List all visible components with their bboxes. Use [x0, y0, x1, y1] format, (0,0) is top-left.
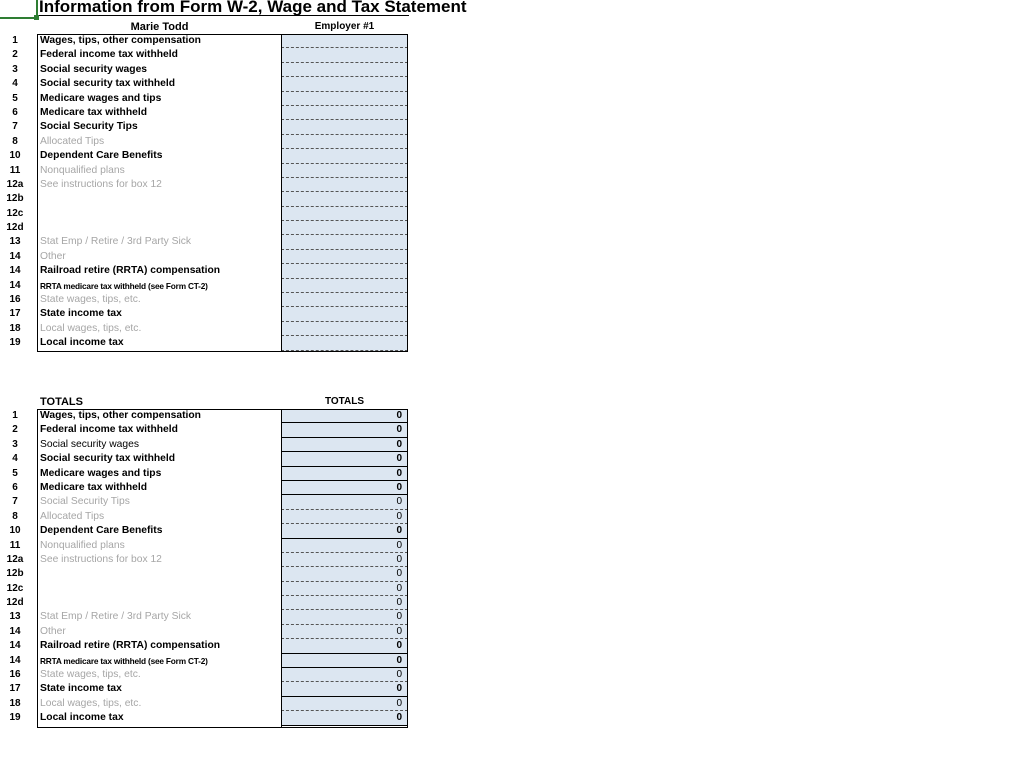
box-number: 14 — [9, 654, 21, 666]
table-row — [0, 582, 420, 596]
total-value: 0 — [396, 683, 402, 695]
total-value: 0 — [396, 697, 402, 709]
employer-input-cell[interactable] — [281, 293, 408, 307]
box-number: 7 — [12, 496, 18, 508]
box-label: Social security tax withheld — [40, 78, 176, 90]
box-number: 19 — [9, 712, 21, 724]
box-label: Local wages, tips, etc. — [40, 322, 142, 334]
box-label: State wages, tips, etc. — [40, 294, 141, 306]
totals-section-header — [0, 394, 420, 409]
table-row — [0, 63, 420, 77]
total-value-cell[interactable] — [281, 682, 408, 696]
table-row — [0, 48, 420, 62]
box-number: 14 — [9, 250, 21, 262]
employer-input-cell[interactable] — [281, 48, 408, 62]
total-value-cell[interactable] — [281, 654, 408, 668]
box-number: 6 — [12, 481, 18, 493]
employer-input-cell[interactable] — [281, 307, 408, 321]
box-number: 13 — [9, 236, 21, 248]
employer-input-cell[interactable] — [281, 178, 408, 192]
employer-input-cell[interactable] — [281, 164, 408, 178]
total-value-cell[interactable] — [281, 452, 408, 466]
table-row — [0, 438, 420, 452]
table-row — [0, 668, 420, 682]
box-number: 11 — [9, 164, 21, 176]
employer-column-header: Employer #1 — [314, 21, 375, 32]
box-number: 6 — [12, 106, 18, 118]
box-label: Other — [40, 250, 66, 262]
box-number: 14 — [9, 625, 21, 637]
employer-input-cell[interactable] — [281, 77, 408, 91]
table-row — [0, 149, 420, 163]
box-label: Federal income tax withheld — [40, 424, 178, 436]
table-row — [0, 92, 420, 106]
total-value: 0 — [396, 712, 402, 724]
total-value: 0 — [396, 669, 402, 681]
totals-section — [0, 394, 420, 726]
box-number: 16 — [9, 669, 21, 681]
box-number: 14 — [9, 279, 21, 291]
total-value-cell[interactable] — [281, 481, 408, 495]
box-label: RRTA medicare tax withheld (see Form CT-2) — [40, 655, 208, 666]
total-value-cell[interactable] — [281, 467, 408, 481]
total-value-cell[interactable] — [281, 697, 408, 711]
box-label: Allocated Tips — [40, 135, 105, 147]
title-underline — [37, 15, 409, 16]
box-number: 18 — [9, 697, 21, 709]
table-row — [0, 307, 420, 321]
box-label: See instructions for box 12 — [40, 178, 162, 190]
box-label: Wages, tips, other compensation — [40, 410, 201, 421]
total-value: 0 — [396, 539, 402, 551]
box-number: 19 — [9, 337, 21, 349]
employer-input-cell[interactable] — [281, 135, 408, 149]
table-row — [0, 524, 420, 538]
employer-input-cell[interactable] — [281, 120, 408, 134]
employer-input-cell[interactable] — [281, 92, 408, 106]
table-row — [0, 207, 420, 221]
table-row — [0, 596, 420, 610]
total-value: 0 — [396, 553, 402, 565]
employer-input-cell[interactable] — [281, 34, 408, 48]
box-number: 1 — [12, 35, 18, 46]
box-number: 5 — [12, 467, 18, 479]
box-number: 14 — [9, 265, 21, 277]
total-value: 0 — [396, 481, 402, 493]
employer-input-cell[interactable] — [281, 221, 408, 235]
table-row — [0, 192, 420, 206]
box-number: 11 — [9, 539, 21, 551]
table-row — [0, 322, 420, 336]
table-row — [0, 264, 420, 278]
box-label: Local income tax — [40, 337, 124, 349]
total-value: 0 — [396, 438, 402, 450]
table-row — [0, 164, 420, 178]
box-label: Medicare wages and tips — [40, 92, 162, 104]
box-label: Stat Emp / Retire / 3rd Party Sick — [40, 611, 192, 623]
box-number: 3 — [12, 63, 18, 75]
table-row — [0, 409, 420, 423]
employer-input-cell[interactable] — [281, 207, 408, 221]
totals-label-header: TOTALS — [40, 396, 83, 408]
employee-name: Marie Todd — [130, 21, 189, 33]
box-label: Medicare wages and tips — [40, 467, 162, 479]
total-value-cell[interactable] — [281, 438, 408, 452]
box-number: 12a — [6, 178, 24, 190]
table-row — [0, 539, 420, 553]
box-label: Allocated Tips — [40, 510, 105, 522]
total-value-cell[interactable] — [281, 639, 408, 653]
total-value: 0 — [396, 611, 402, 623]
box-number: 2 — [12, 424, 18, 436]
table-row — [0, 495, 420, 509]
box-number: 17 — [9, 683, 21, 695]
employee-rows — [0, 34, 420, 351]
total-value: 0 — [396, 467, 402, 479]
table-row — [0, 106, 420, 120]
table-row — [0, 711, 420, 725]
totals-column-header: TOTALS — [324, 396, 365, 407]
table-row — [0, 639, 420, 653]
total-value-cell[interactable] — [281, 625, 408, 639]
employer-input-cell[interactable] — [281, 264, 408, 278]
total-value-cell[interactable] — [281, 510, 408, 524]
employer-input-cell[interactable] — [281, 250, 408, 264]
box-number: 8 — [12, 135, 18, 147]
box-label: Social security tax withheld — [40, 453, 176, 465]
table-row — [0, 682, 420, 696]
box-label: Local wages, tips, etc. — [40, 697, 142, 709]
box-label: Social security wages — [40, 438, 140, 450]
box-number: 18 — [9, 322, 21, 334]
table-row — [0, 120, 420, 134]
box-number: 5 — [12, 92, 18, 104]
total-value-cell[interactable] — [281, 553, 408, 567]
box-number: 1 — [12, 410, 18, 421]
total-value-cell[interactable] — [281, 668, 408, 682]
employee-w2-section — [0, 19, 420, 351]
box-number: 4 — [12, 453, 18, 465]
total-value: 0 — [396, 640, 402, 652]
box-label: State income tax — [40, 683, 122, 695]
table-row — [0, 697, 420, 711]
box-number: 12b — [6, 193, 24, 205]
total-value-cell[interactable] — [281, 423, 408, 437]
table-row — [0, 610, 420, 624]
total-value-cell[interactable] — [281, 582, 408, 596]
box-label: State income tax — [40, 308, 122, 320]
box-number: 3 — [12, 438, 18, 450]
box-label: Railroad retire (RRTA) compensation — [40, 640, 221, 652]
total-value-cell[interactable] — [281, 495, 408, 509]
employer-input-cell[interactable] — [281, 322, 408, 336]
table-row — [0, 235, 420, 249]
box-number: 10 — [9, 150, 21, 162]
table-row — [0, 481, 420, 495]
table-row — [0, 452, 420, 466]
box-number: 12d — [6, 222, 24, 234]
table-row — [0, 625, 420, 639]
total-value-cell[interactable] — [281, 539, 408, 553]
box-number: 2 — [12, 49, 18, 61]
total-value: 0 — [396, 410, 402, 421]
employer-input-cell[interactable] — [281, 192, 408, 206]
employer-input-cell[interactable] — [281, 279, 408, 293]
table-row — [0, 77, 420, 91]
employee-section-header — [0, 19, 420, 34]
employer-input-cell[interactable] — [281, 149, 408, 163]
table-row — [0, 279, 420, 293]
box-label: Railroad retire (RRTA) compensation — [40, 265, 221, 277]
table-row — [0, 293, 420, 307]
employer-input-cell[interactable] — [281, 336, 408, 350]
total-value: 0 — [396, 597, 402, 609]
total-value-cell[interactable] — [281, 409, 408, 423]
box-number: 8 — [12, 510, 18, 522]
box-label: State wages, tips, etc. — [40, 669, 141, 681]
total-value: 0 — [396, 510, 402, 522]
total-value: 0 — [396, 625, 402, 637]
page-title: Information from Form W-2, Wage and Tax Statement — [39, 0, 467, 16]
box-label: Wages, tips, other compensation — [40, 35, 201, 46]
employer-input-cell[interactable] — [281, 63, 408, 77]
box-number: 4 — [12, 78, 18, 90]
table-row — [0, 135, 420, 149]
box-label: Stat Emp / Retire / 3rd Party Sick — [40, 236, 192, 248]
table-row — [0, 553, 420, 567]
box-number: 12c — [6, 207, 24, 219]
box-label: Dependent Care Benefits — [40, 150, 163, 162]
box-label: Social Security Tips — [40, 496, 130, 508]
table-row — [0, 467, 420, 481]
total-value: 0 — [396, 424, 402, 436]
totals-rows — [0, 409, 420, 726]
employer-input-cell[interactable] — [281, 106, 408, 120]
box-label: RRTA medicare tax withheld (see Form CT-2) — [40, 280, 208, 291]
box-label: Social security wages — [40, 63, 148, 75]
total-value-cell[interactable] — [281, 524, 408, 538]
table-row — [0, 336, 420, 350]
table-row — [0, 221, 420, 235]
box-label: Nonqualified plans — [40, 539, 125, 551]
box-label: Medicare tax withheld — [40, 481, 148, 493]
table-row — [0, 423, 420, 437]
total-value-cell[interactable] — [281, 711, 408, 725]
table-row — [0, 34, 420, 48]
table-row — [0, 178, 420, 192]
box-number: 12a — [6, 553, 24, 565]
table-row — [0, 567, 420, 581]
total-value: 0 — [396, 525, 402, 537]
box-number: 16 — [9, 294, 21, 306]
box-label: Other — [40, 625, 66, 637]
employer-input-cell[interactable] — [281, 235, 408, 249]
total-value-cell[interactable] — [281, 610, 408, 624]
box-number: 10 — [9, 525, 21, 537]
box-label: Medicare tax withheld — [40, 106, 148, 118]
total-value: 0 — [396, 496, 402, 508]
box-number: 14 — [9, 640, 21, 652]
table-row — [0, 654, 420, 668]
box-number: 13 — [9, 611, 21, 623]
total-value: 0 — [396, 453, 402, 465]
box-label: Local income tax — [40, 712, 124, 724]
box-number: 12b — [6, 568, 24, 580]
box-label: Social Security Tips — [40, 121, 138, 133]
box-label: See instructions for box 12 — [40, 553, 162, 565]
total-value: 0 — [396, 568, 402, 580]
box-label: Federal income tax withheld — [40, 49, 178, 61]
table-row — [0, 510, 420, 524]
box-number: 12d — [6, 597, 24, 609]
box-label: Nonqualified plans — [40, 164, 125, 176]
box-number: 17 — [9, 308, 21, 320]
total-value-cell[interactable] — [281, 596, 408, 610]
table-row — [0, 250, 420, 264]
box-number: 12c — [6, 582, 24, 594]
total-value: 0 — [396, 582, 402, 594]
box-label: Dependent Care Benefits — [40, 525, 163, 537]
total-value-cell[interactable] — [281, 567, 408, 581]
box-number: 7 — [12, 121, 18, 133]
total-value: 0 — [396, 654, 402, 666]
